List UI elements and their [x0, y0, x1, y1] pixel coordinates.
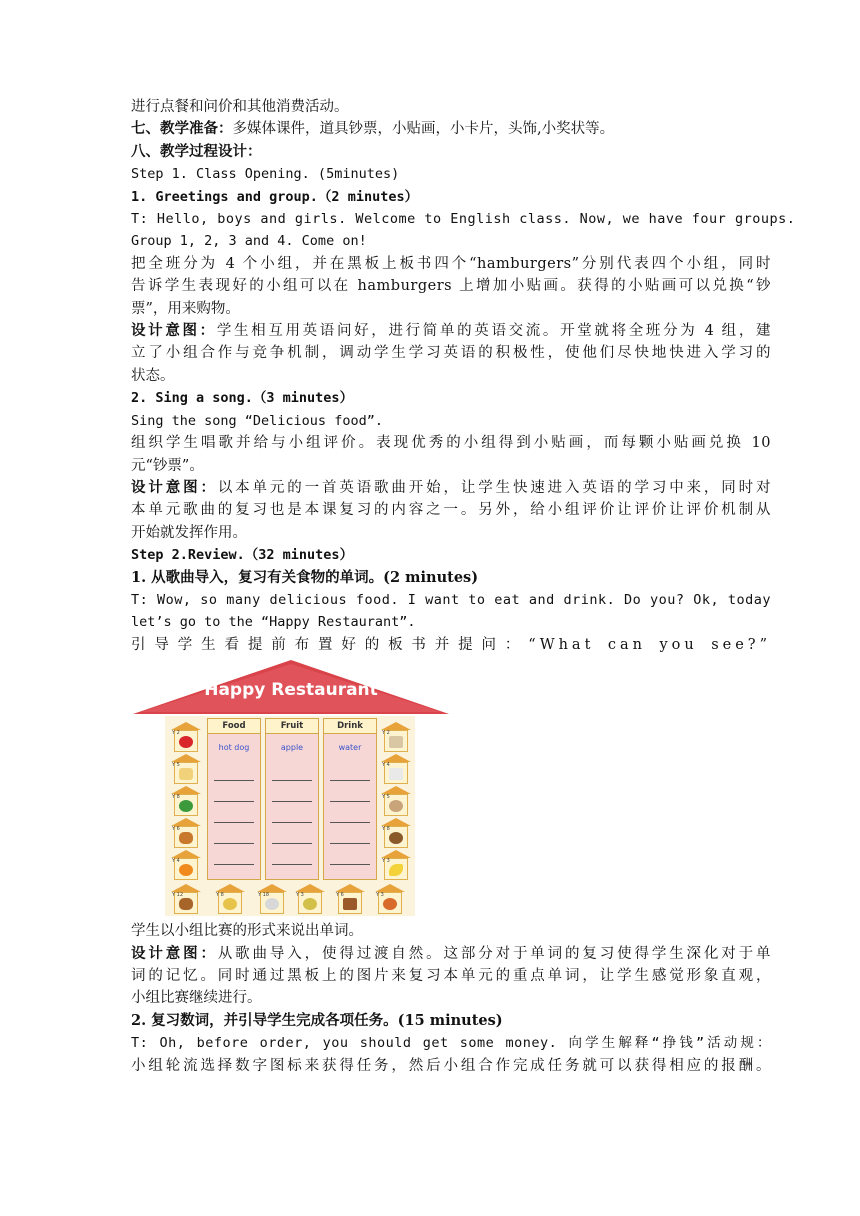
text-line: 词的记忆。同时通过黑板上的图片来复习本单元的重点单词，让学生感觉形象直观， [131, 967, 771, 984]
text-line: 开始就发挥作用。 [131, 524, 247, 541]
section-heading: 八、教学过程设计： [131, 142, 262, 160]
price-hut: Y 5 [171, 754, 201, 784]
step-heading: Step 1. Class Opening. (5minutes) [131, 166, 400, 183]
column-head: Food [208, 719, 260, 734]
text-line: 学生以小组比赛的形式来说出单词。 [131, 923, 363, 940]
text-line: 本单元歌曲的复习也是本课复习的内容之一。另外，给小组评价让评价让评价机制从 [131, 502, 771, 519]
price-hut: Y 6 [171, 818, 201, 848]
text-line: let’s go to the “Happy Restaurant”. [131, 614, 416, 631]
price-hut: Y 6 [335, 884, 365, 914]
price-hut: Y 12 [171, 884, 201, 914]
price-hut: Y 5 [381, 786, 411, 816]
text-line: 小组比赛继续进行。 [131, 990, 262, 1007]
text-line: 票”，用来购物。 [131, 300, 240, 317]
text-line: 小组轮流选择数字图标来获得任务，然后小组合作完成任务就可以获得相应的报酬。 [131, 1057, 771, 1074]
text-line: 进行点餐和问价和其他消费活动。 [131, 99, 349, 115]
text-span: 多媒体课件，道具钞票，小贴画，小卡片，头饰,小奖状等。 [232, 121, 615, 138]
text-span: 从歌曲导入，使得过渡自然。这部分对于单词的复习使得学生深化对于单 [217, 945, 772, 962]
price-hut: Y 4 [171, 850, 201, 880]
design-intent-label: 设计意图： [131, 322, 217, 340]
section-heading: 七、教学准备： [131, 120, 233, 138]
text-line: T: Hello, boys and girls. Welcome to English class. Now, we have four groups. [131, 211, 796, 228]
text-line: 引导学生看提前布置好的板书并提问：“What can you see?” [131, 636, 771, 653]
price-hut: Y 8 [171, 786, 201, 816]
menu-column-drink [323, 718, 377, 880]
text-line: Sing the song “Delicious food”. [131, 412, 383, 429]
column-item: water [338, 743, 362, 753]
price-hut: Y 3 [295, 884, 325, 914]
text-line [131, 943, 771, 965]
text-line: T: Oh, before order, you should get some money. 向学生解释“挣钱”活动规： [131, 1035, 771, 1052]
text-line: Group 1, 2, 3 and 4. Come on! [131, 233, 367, 250]
sub-heading: 1. 从歌曲导入，复习有关食物的单词。(2 minutes) [131, 568, 479, 586]
price-hut: Y 8 [381, 818, 411, 848]
price-hut: Y 8 [215, 884, 245, 914]
sub-heading: 2. 复习数词，并引导学生完成各项任务。(15 minutes) [131, 1011, 503, 1029]
column-head: Fruit [266, 719, 318, 734]
sub-heading: 2. Sing a song.（3 minutes） [131, 390, 354, 407]
text-line: 告诉学生表现好的小组可以在 hamburgers 上增加小贴画。获得的小贴画可以兑换“钞 [131, 278, 771, 295]
text-line [131, 320, 771, 342]
price-hut: Y 4 [381, 754, 411, 784]
document-page [131, 96, 796, 1077]
menu-column-fruit [265, 718, 319, 880]
happy-restaurant-image [131, 658, 451, 920]
sub-heading: 1. Greetings and group.（2 minutes） [131, 188, 419, 205]
design-intent-label: 设计意图： [131, 944, 218, 962]
text-line [131, 118, 771, 140]
text-span: 以本单元的一首英语歌曲开始，让学生快速进入英语的学习中来，同时对 [217, 479, 772, 496]
column-head: Drink [324, 719, 376, 734]
price-hut: Y 2 [171, 722, 201, 752]
restaurant-title: Happy Restaurant [204, 680, 378, 701]
price-hut: Y 2 [381, 722, 411, 752]
column-item: hot dog [218, 743, 250, 753]
price-hut: Y 3 [381, 850, 411, 880]
text-span: 学生相互用英语问好，进行简单的英语交流。开堂就将全班分为 4 组，建 [216, 323, 771, 340]
text-line: 立了小组合作与竞争机制，调动学生学习英语的积极性，使他们尽快地快进入学习的 [131, 345, 771, 362]
text-line: T: Wow, so many delicious food. I want to eat and drink. Do you? Ok, today [131, 591, 771, 608]
text-line: 元“钞票”。 [131, 457, 204, 474]
text-line: 把全班分为 4 个小组，并在黑板上板书四个“hamburgers”分别代表四个小组，同时 [131, 255, 771, 272]
price-hut: Y 18 [257, 884, 287, 914]
design-intent-label: 设计意图： [131, 478, 218, 496]
text-line [131, 477, 771, 499]
menu-column-food [207, 718, 261, 880]
text-line: 组织学生唱歌并给与小组评价。表现优秀的小组得到小贴画，而每颗小贴画兑换 10 [131, 435, 771, 452]
step-heading: Step 2.Review.（32 minutes） [131, 547, 354, 564]
price-hut: Y 3 [375, 884, 405, 914]
text-line: 状态。 [131, 367, 175, 384]
column-item: apple [280, 743, 304, 753]
